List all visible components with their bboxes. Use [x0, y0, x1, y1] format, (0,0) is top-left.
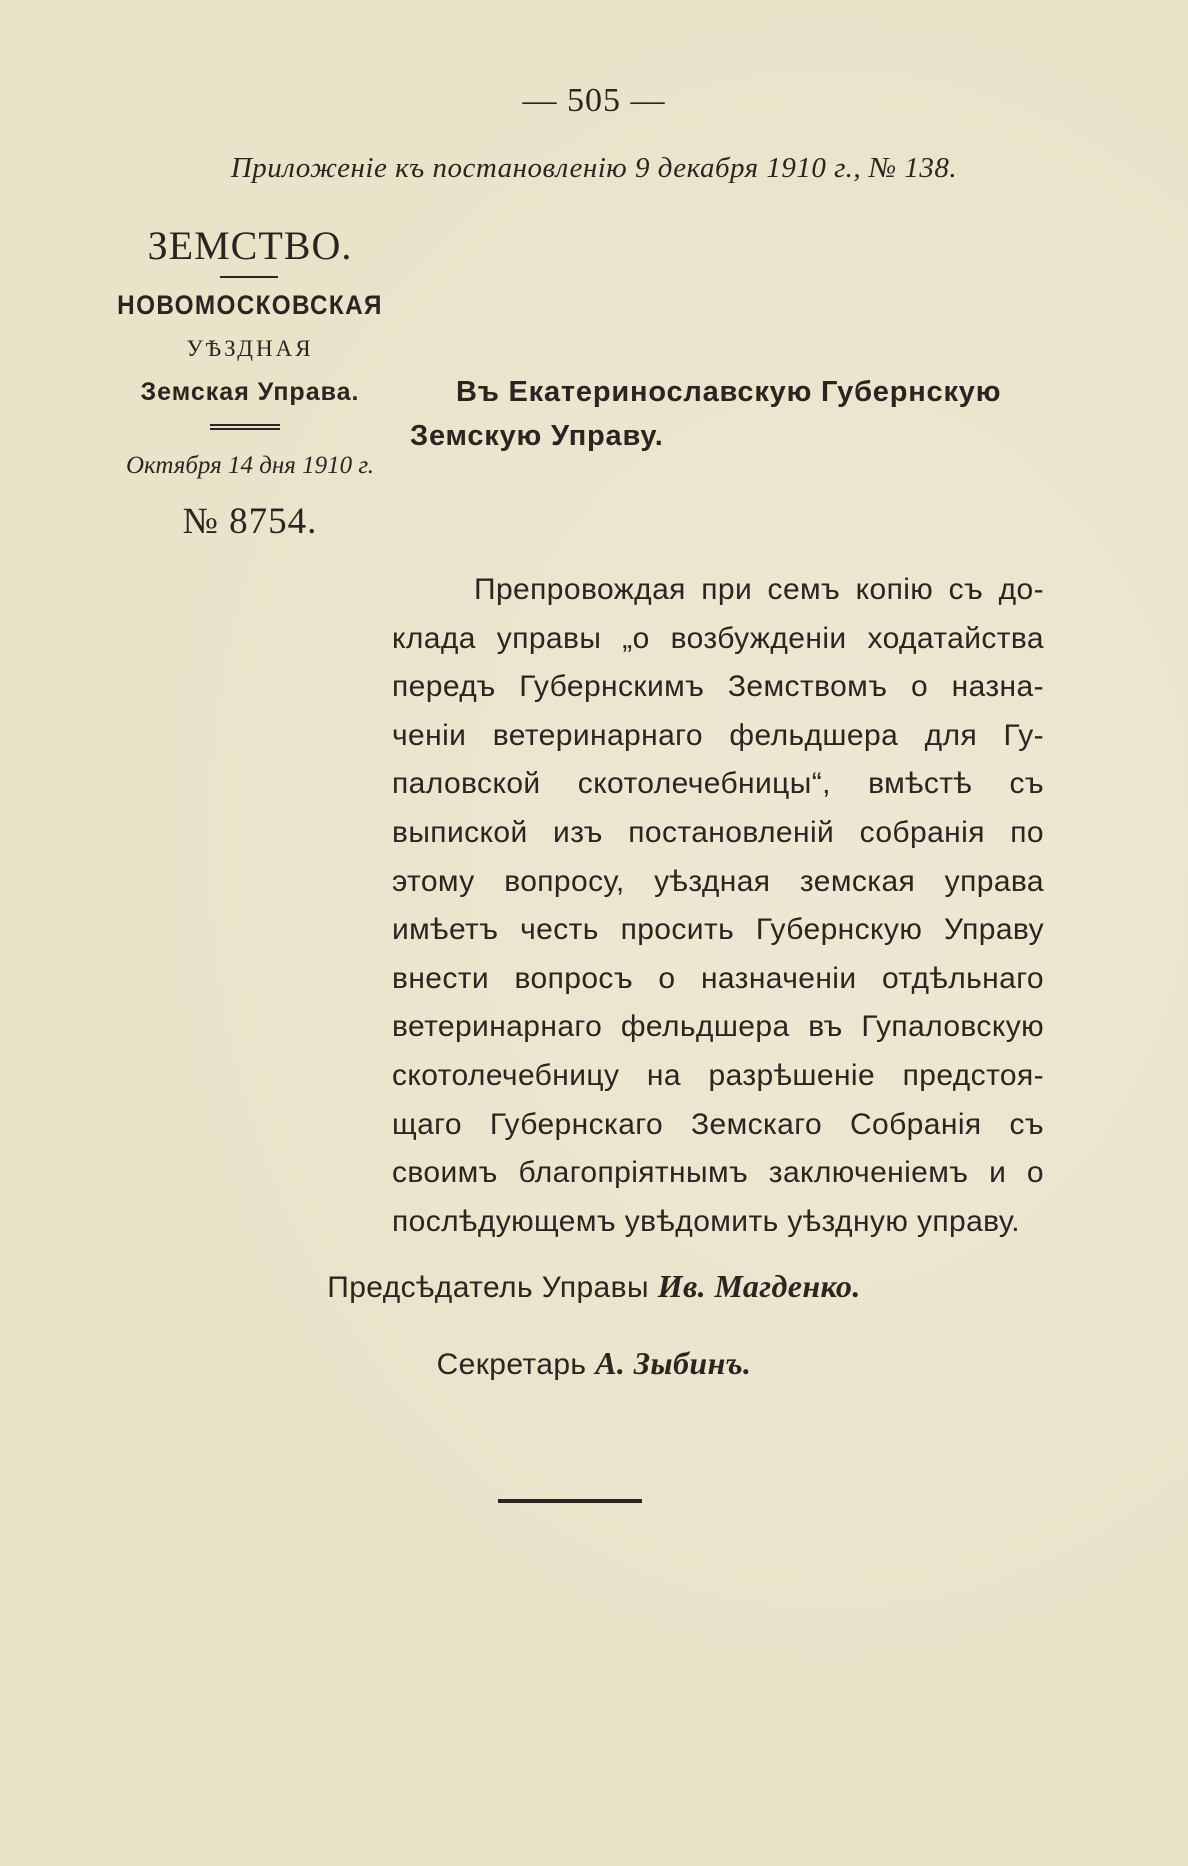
header-double-divider	[210, 424, 280, 430]
body-line: щаго Губернскаго Земскаго Собранія съ	[392, 1107, 1044, 1141]
zemstvo-heading: ЗЕМСТВО.	[147, 223, 353, 268]
body-line: выпиской изъ постановленій собранія по	[392, 815, 1044, 849]
letter-body	[392, 566, 1044, 1246]
page-number: — 505 —	[522, 82, 666, 119]
body-line: передъ Губернскимъ Земствомъ о назна-	[392, 670, 1044, 704]
body-line: имѣетъ честь просить Губернскую Управу	[392, 913, 1044, 947]
chairman-signature-line	[0, 1268, 1188, 1305]
chairman-name: Ив. Магденко.	[657, 1268, 861, 1304]
organization-type: УѢЗДНАЯ	[186, 336, 314, 361]
body-line: послѣдующемъ увѣдомить уѣздную управу.	[392, 1204, 1020, 1238]
body-line: ченіи ветеринарнаго фельдшера для Гу-	[392, 718, 1044, 752]
body-line: внести вопросъ о назначеніи отдѣльнаго	[392, 961, 1044, 995]
body-line: паловской скотолечебницы“, вмѣстѣ съ	[392, 767, 1044, 801]
appendix-note: Приложеніе къ постановленію 9 декабря 1910 г., № 138.	[230, 152, 958, 184]
organization-board: Земская Управа.	[140, 378, 360, 406]
body-line: своимъ благопріятнымъ заключеніемъ и о	[392, 1156, 1044, 1190]
body-line: этому вопросу, уѣздная земская управа	[392, 864, 1044, 898]
document-date: Октября 14 дня 1910 г.	[125, 452, 375, 479]
organization-name: НОВОМОСКОВСКАЯ	[117, 290, 383, 320]
addressee-line-2: Земскую Управу.	[410, 420, 664, 452]
body-line: клада управы „о возбужденіи ходатайства	[392, 621, 1044, 655]
addressee-block	[410, 370, 1090, 458]
document-number: № 8754.	[182, 501, 318, 542]
chairman-title: Предсѣдатель Управы	[327, 1271, 649, 1304]
addressee-line-1: Въ Екатеринославскую Губернскую	[456, 376, 1002, 408]
secretary-name: А. Зыбинъ.	[595, 1345, 752, 1381]
header-divider	[220, 276, 278, 278]
body-line: Препровождая при семъ копію съ до-	[474, 573, 1044, 606]
body-line: скотолечебницу на разрѣшеніе предстоя-	[392, 1058, 1044, 1092]
secretary-signature-line	[0, 1345, 1188, 1382]
body-line: ветеринарнаго фельдшера въ Гупаловскую	[392, 1010, 1044, 1044]
closing-rule	[498, 1499, 642, 1503]
secretary-title: Секретарь	[436, 1348, 587, 1381]
